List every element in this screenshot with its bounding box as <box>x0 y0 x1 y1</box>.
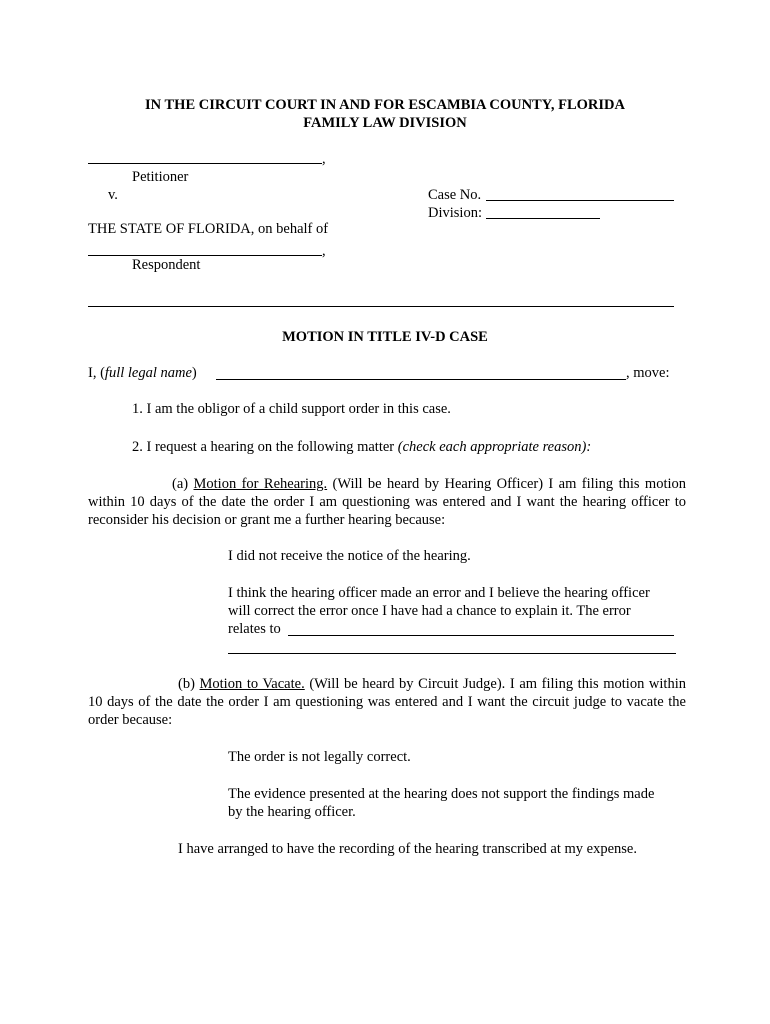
vacate-reason-2-line-2: by the hearing officer. <box>228 804 356 820</box>
respondent-name-line[interactable] <box>88 255 322 256</box>
item-1-text: 1. I am the obligor of a child support order in this case. <box>132 401 451 417</box>
division-field[interactable] <box>486 218 600 219</box>
court-heading: IN THE CIRCUIT COURT IN AND FOR ESCAMBIA COUNTY, FLORIDA <box>145 97 625 113</box>
respondent-label: Respondent <box>132 257 201 273</box>
state-of-florida-text: THE STATE OF FLORIDA, on behalf of <box>88 221 329 237</box>
respondent-comma: , <box>322 243 326 259</box>
full-legal-name-field[interactable] <box>216 379 626 380</box>
division-heading: FAMILY LAW DIVISION <box>303 115 467 131</box>
rehearing-paragraph: (a) Motion for Rehearing. (Will be heard by Hearing Officer) I am filing this motion within 10 days of the date the order I am questioning was entered and I want the hearing officer to reconsider his decision or grant me a further hearing because: <box>88 476 687 528</box>
item-2-text: 2. I request a hearing on the following matter (check each appropriate reason): <box>132 439 592 455</box>
rehearing-reason-2-line-3: relates to <box>228 621 281 637</box>
rehearing-reason-2-line-1: I think the hearing officer made an error and I believe the hearing officer <box>228 585 650 601</box>
petitioner-comma: , <box>322 151 326 167</box>
motion-title: MOTION IN TITLE IV-D CASE <box>282 329 488 345</box>
intro-text: I, (full legal name) <box>88 365 197 381</box>
vacate-title: Motion to Vacate. <box>199 676 305 692</box>
petitioner-name-line[interactable] <box>88 163 322 164</box>
rehearing-reason-2-line-2: will correct the error once I have had a chance to explain it. The error <box>228 603 631 619</box>
move-text: , move: <box>626 365 670 381</box>
vacate-reason-2-line-1: The evidence presented at the hearing does not support the findings made <box>228 786 655 802</box>
rehearing-title: Motion for Rehearing. <box>193 476 328 492</box>
caption-separator <box>88 306 674 307</box>
versus-text: v. <box>108 187 118 203</box>
division-label: Division: <box>428 205 482 221</box>
error-relates-field-2[interactable] <box>228 653 676 654</box>
error-relates-field-1[interactable] <box>288 635 674 636</box>
vacate-reason-1: The order is not legally correct. <box>228 749 411 765</box>
case-no-label: Case No. <box>428 187 482 203</box>
case-no-field[interactable] <box>486 200 674 201</box>
rehearing-reason-1: I did not receive the notice of the hearing. <box>228 548 471 564</box>
vacate-paragraph: (b) Motion to Vacate. (Will be heard by Circuit Judge). I am filing this motion within 10 days of the date the order I am questioning was entered and I want the circuit judge to vacate the order because: <box>88 676 686 728</box>
transcript-text: I have arranged to have the recording of the hearing transcribed at my expense. <box>178 841 637 857</box>
petitioner-label: Petitioner <box>132 169 189 185</box>
